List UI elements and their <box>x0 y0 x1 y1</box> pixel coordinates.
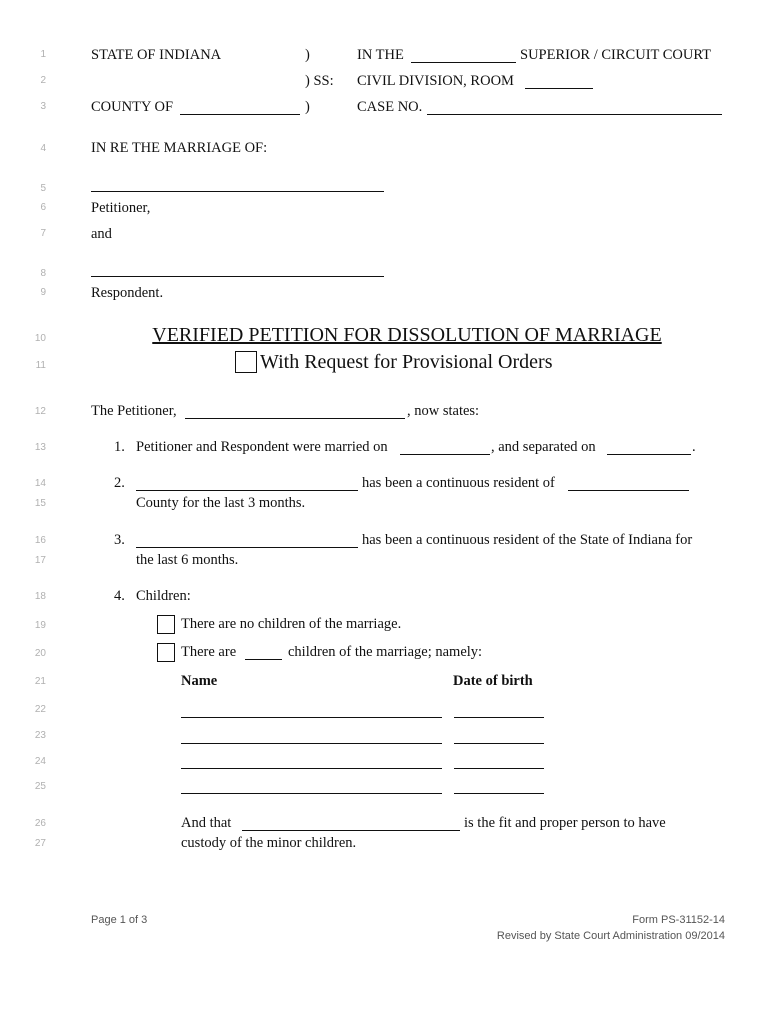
and-label: and <box>91 226 112 242</box>
line-number: 13 <box>34 442 46 453</box>
line-number: 5 <box>40 183 46 194</box>
line-number: 19 <box>34 620 46 631</box>
children-heading: Children: <box>136 588 191 604</box>
line-number: 20 <box>34 648 46 659</box>
item-number: 1. <box>114 439 125 455</box>
line-number: 1 <box>40 49 46 60</box>
child-dob-field[interactable] <box>454 768 544 769</box>
line-number: 8 <box>40 268 46 279</box>
child-dob-field[interactable] <box>454 793 544 794</box>
child-name-field[interactable] <box>181 717 442 718</box>
subtitle: With Request for Provisional Orders <box>260 351 553 373</box>
item2-text: County for the last 3 months. <box>136 495 306 511</box>
item-number: 4. <box>114 588 125 604</box>
line-number: 2 <box>40 75 46 86</box>
page-title: VERIFIED PETITION FOR DISSOLUTION OF MARRIAGE <box>152 324 662 346</box>
name-column-header: Name <box>181 673 218 689</box>
no-children-label: There are no children of the marriage. <box>181 616 402 632</box>
line-number: 12 <box>34 406 46 417</box>
case-no-label: CASE NO. <box>357 99 423 115</box>
room-field[interactable] <box>525 88 593 89</box>
and-that-label: And that <box>181 815 232 831</box>
child-dob-field[interactable] <box>454 717 544 718</box>
line-number: 24 <box>34 756 46 767</box>
caption-paren: ) <box>305 99 310 115</box>
in-re-heading: IN RE THE MARRIAGE OF: <box>91 140 268 156</box>
line-number: 10 <box>34 333 46 344</box>
county-field[interactable] <box>180 114 300 115</box>
form-number: Form PS-31152-14 <box>632 914 725 926</box>
item-number: 2. <box>114 475 125 491</box>
item-number: 3. <box>114 532 125 548</box>
line-number: 27 <box>34 838 46 849</box>
line-number: 7 <box>40 228 46 239</box>
division-label: CIVIL DIVISION, ROOM <box>357 73 514 89</box>
children-of-label: children of the marriage; namely: <box>288 644 483 660</box>
line-number: 11 <box>35 360 46 371</box>
custodian-field[interactable] <box>242 830 460 831</box>
line-number: 3 <box>40 101 46 112</box>
page-number: Page 1 of 3 <box>91 914 148 926</box>
separation-date-field[interactable] <box>607 454 691 455</box>
has-children-checkbox[interactable] <box>157 643 175 662</box>
provisional-orders-checkbox[interactable] <box>235 351 257 373</box>
line-number: 6 <box>40 202 46 213</box>
item2-text: has been a continuous resident of <box>362 475 555 491</box>
line-number: 18 <box>34 591 46 602</box>
state-label: STATE OF INDIANA <box>91 47 222 63</box>
custody-label: custody of the minor children. <box>181 835 357 851</box>
petitioner-field[interactable] <box>185 418 405 419</box>
line-number: 16 <box>34 535 46 546</box>
child-name-field[interactable] <box>181 743 442 744</box>
item3-text: the last 6 months. <box>136 552 239 568</box>
petitioner-states-prefix: The Petitioner, <box>91 403 177 419</box>
line-number: 9 <box>40 287 46 298</box>
item3-text: has been a continuous resident of the State of Indiana for <box>362 532 693 548</box>
line-number: 15 <box>34 498 46 509</box>
fit-proper-label: is the fit and proper person to have <box>464 815 666 831</box>
state-resident-name-field[interactable] <box>136 547 358 548</box>
ss-label: ) SS: <box>305 73 334 89</box>
court-label: IN THE <box>357 47 404 63</box>
respondent-name-field[interactable] <box>91 276 384 277</box>
marriage-date-field[interactable] <box>400 454 490 455</box>
county-label: COUNTY OF <box>91 99 174 115</box>
item1-text: Petitioner and Respondent were married on <box>136 439 388 455</box>
line-number: 4 <box>40 143 46 154</box>
line-number: 17 <box>34 555 46 566</box>
child-name-field[interactable] <box>181 793 442 794</box>
no-children-checkbox[interactable] <box>157 615 175 634</box>
line-number: 25 <box>34 781 46 792</box>
line-number: 22 <box>34 704 46 715</box>
respondent-label: Respondent. <box>91 285 164 301</box>
resident-name-field[interactable] <box>136 490 358 491</box>
caption-paren: ) <box>305 47 310 63</box>
resident-county-field[interactable] <box>568 490 689 491</box>
petitioner-name-field[interactable] <box>91 191 384 192</box>
court-type-label: SUPERIOR / CIRCUIT COURT <box>520 47 712 63</box>
child-name-field[interactable] <box>181 768 442 769</box>
children-count-field[interactable] <box>245 659 282 660</box>
case-number-field[interactable] <box>427 114 722 115</box>
item1-period: . <box>692 439 696 455</box>
there-are-label: There are <box>181 644 237 660</box>
court-name-field[interactable] <box>411 62 516 63</box>
child-dob-field[interactable] <box>454 743 544 744</box>
dob-column-header: Date of birth <box>453 673 533 689</box>
line-number: 14 <box>34 478 46 489</box>
petitioner-states-suffix: , now states: <box>407 403 480 419</box>
petitioner-label: Petitioner, <box>91 200 151 216</box>
item1-text: , and separated on <box>491 439 596 455</box>
line-number: 26 <box>34 818 46 829</box>
revision-note: Revised by State Court Administration 09/2014 <box>496 930 725 942</box>
line-number: 21 <box>34 676 46 687</box>
line-number: 23 <box>34 730 46 741</box>
